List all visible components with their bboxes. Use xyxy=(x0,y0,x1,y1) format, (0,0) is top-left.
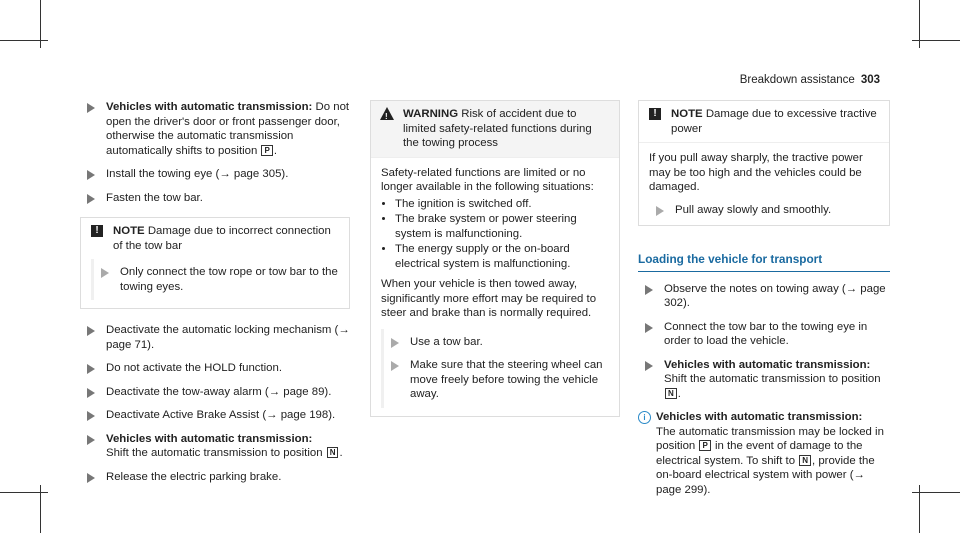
step-title: Vehicles with automatic transmission: xyxy=(106,432,313,445)
crop-mark xyxy=(0,40,48,41)
step-text: Make sure that the steering wheel can move freely before towing the vehicle away. xyxy=(410,359,603,400)
warning-box xyxy=(370,100,620,417)
exclamation-icon: ! xyxy=(649,108,661,120)
note-text: Damage due to incorrect connection of the tow bar xyxy=(113,225,331,252)
info-text: , provide the on-board electrical system with power (→ page 299). xyxy=(656,454,875,496)
step xyxy=(80,470,350,485)
gear-key-icon: N xyxy=(799,455,811,466)
step-arrow-icon xyxy=(391,338,399,348)
step xyxy=(80,323,350,352)
note-box xyxy=(80,217,350,309)
section-name: Breakdown assistance xyxy=(739,74,855,86)
warning-body xyxy=(371,157,619,416)
column-middle xyxy=(370,100,620,431)
step-title: Vehicles with automatic transmission: xyxy=(106,101,313,113)
step-text: Install the towing eye (→ page 305). xyxy=(106,168,289,180)
warning-header xyxy=(371,101,619,157)
warning-paragraph: When your vehicle is then towed away, significantly more effort may be required to steer and brake than is normally required. xyxy=(381,278,597,319)
warning-steps xyxy=(381,329,609,408)
step-text: Do not activate the HOLD function. xyxy=(106,362,283,374)
crop-mark xyxy=(912,492,960,493)
step-text: Pull away slowly and smoothly. xyxy=(675,203,832,216)
note-body xyxy=(639,142,889,225)
step-arrow-icon xyxy=(87,411,95,421)
list-item: • The energy supply or the on-board electrical system is malfunctioning. xyxy=(395,242,609,271)
list-item: • The ignition is switched off. xyxy=(395,197,609,212)
info-note xyxy=(638,410,890,497)
step xyxy=(80,191,350,206)
step-arrow-icon xyxy=(645,361,653,371)
page-header xyxy=(740,73,880,88)
note-paragraph: If you pull away sharply, the tractive power may be too high and the vehicles could be damaged. xyxy=(649,152,863,193)
warning-triangle-icon: ! xyxy=(380,107,394,120)
note-body xyxy=(91,259,339,300)
step-text: Shift the automatic transmission to position xyxy=(106,447,326,459)
step: Vehicles with automatic transmission: Do not open the driver's door or front passenger door, otherwise the automatic transmission automatically shifts to position P . xyxy=(80,100,350,158)
note-text: Damage due to excessive tractive power xyxy=(671,108,877,135)
gear-key-icon: N xyxy=(327,447,339,458)
step-text: Connect the tow bar to the towing eye in order to load the vehicle. xyxy=(664,320,868,347)
step xyxy=(80,361,350,376)
step-arrow-icon xyxy=(87,170,95,180)
note-title: NOTE xyxy=(671,108,703,120)
step-arrow-icon xyxy=(87,388,95,398)
info-text: in the event of damage to the electrical system. To shift to xyxy=(656,440,863,467)
step xyxy=(80,408,350,423)
step-arrow-icon xyxy=(87,194,95,204)
step-arrow-icon xyxy=(87,473,95,483)
step-arrow-icon xyxy=(87,435,95,445)
step-text: Release the electric parking brake. xyxy=(106,470,282,483)
info-title: Vehicles with automatic transmission: xyxy=(656,411,863,423)
step-arrow-icon xyxy=(645,285,653,295)
step xyxy=(638,282,890,311)
step-text: Use a tow bar. xyxy=(410,335,483,348)
step-text: Do not open the driver's door or front passenger door, otherwise the automatic transmission automatically shifts to position xyxy=(106,101,350,157)
step-arrow-icon xyxy=(87,103,95,113)
step-text: Fasten the tow bar. xyxy=(106,191,203,204)
step: Vehicles with automatic transmission: Shift the automatic transmission to position N . xyxy=(638,358,890,402)
page-number: 303 xyxy=(860,74,880,86)
step-arrow-icon xyxy=(87,326,95,336)
crop-mark xyxy=(0,492,48,493)
bullet-list xyxy=(381,197,609,272)
step xyxy=(649,203,879,218)
step xyxy=(94,265,339,294)
note-header xyxy=(639,101,889,142)
info-text: The automatic transmission may be locked in position xyxy=(656,425,884,452)
step-text: Deactivate the tow-away alarm (→ page 89). xyxy=(106,385,332,398)
note-header xyxy=(81,218,349,259)
crop-mark xyxy=(912,40,960,41)
step xyxy=(384,335,609,350)
step xyxy=(638,320,890,349)
step-text: Deactivate Active Brake Assist (→ page 198). xyxy=(106,409,336,421)
exclamation-icon: ! xyxy=(91,225,103,237)
step-text: Shift the automatic transmission to position xyxy=(664,373,881,385)
warning-text: Risk of accident due to limited safety-related functions during the towing process xyxy=(403,108,592,149)
gear-key-icon: P xyxy=(699,440,710,451)
note-title: NOTE xyxy=(113,225,145,237)
column-right xyxy=(638,100,890,497)
gear-key-icon: N xyxy=(665,388,677,399)
list-item: • The brake system or power steering system is malfunctioning. xyxy=(395,212,609,241)
gear-key-icon: P xyxy=(261,145,272,156)
step-arrow-icon xyxy=(101,268,109,278)
note-box xyxy=(638,100,890,226)
step-text: Deactivate the automatic locking mechanism (→ page 71). xyxy=(106,324,350,351)
step-arrow-icon xyxy=(87,364,95,374)
step-text: Only connect the tow rope or tow bar to the towing eyes. xyxy=(120,266,338,293)
column-left xyxy=(80,100,350,493)
step-arrow-icon xyxy=(391,361,399,371)
step-arrow-icon xyxy=(645,323,653,333)
step xyxy=(80,385,350,400)
step: Vehicles with automatic transmission: Shift the automatic transmission to position N . xyxy=(80,432,350,461)
step-text: Observe the notes on towing away (→ page 302). xyxy=(664,282,886,309)
step xyxy=(80,167,350,182)
step-title: Vehicles with automatic transmission: xyxy=(664,358,871,371)
warning-intro: Safety-related functions are limited or no longer available in the following situations: xyxy=(381,166,594,193)
warning-title: WARNING xyxy=(403,108,459,120)
step xyxy=(384,358,609,402)
info-icon: i xyxy=(638,411,651,424)
section-title: Loading the vehicle for transport xyxy=(638,252,890,272)
step-arrow-icon xyxy=(656,206,664,216)
